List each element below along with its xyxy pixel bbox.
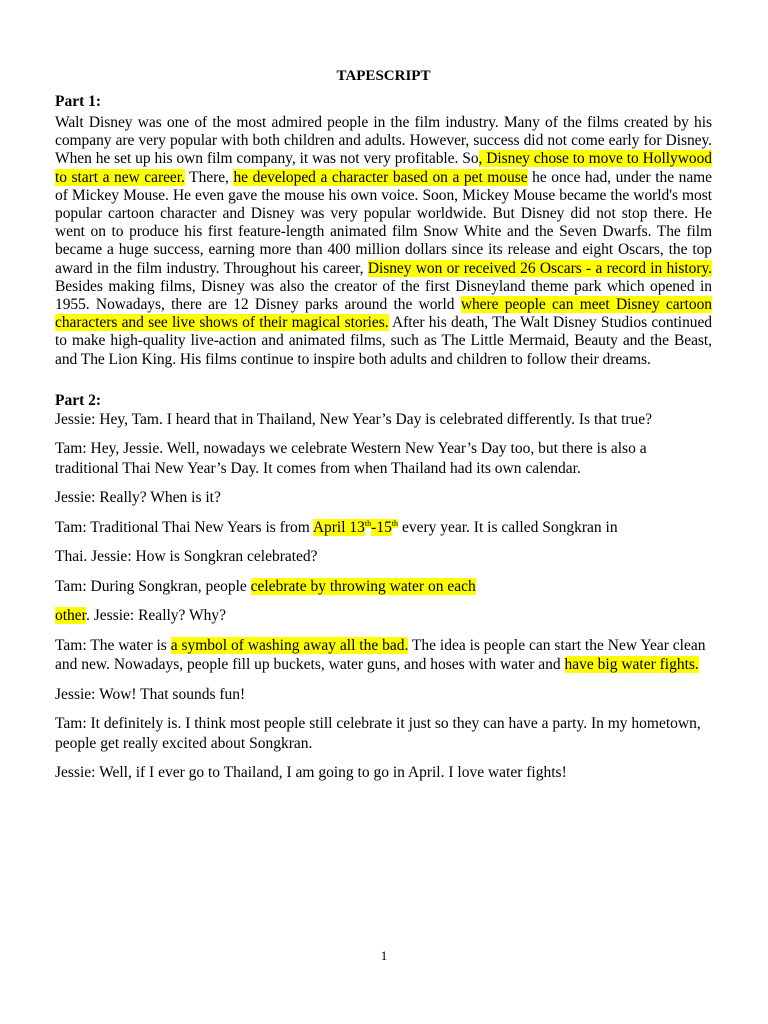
text-segment: Walt Disney was one of the most admired people in the film industry. Many of the films created by his company are very popular with both children and adults. However, success did not come early for Disney. When he set up his own film company, it was not very profitable. So xyxy=(55,114,712,168)
text-segment: After his death, The Walt Disney Studios continued to make high-quality live-action and animated films, such as The Little Mermaid, Beauty and the Beast, and The Lion King. His films continue to inspire both adults and children to follow their dreams. xyxy=(55,314,712,368)
document-title: TAPESCRIPT xyxy=(336,68,431,84)
text-segment: every year. It is called Songkran in xyxy=(398,518,618,536)
dialogue-line xyxy=(55,577,712,597)
text-segment: There, xyxy=(184,168,234,186)
text-segment: Jessie: Wow! That sounds fun! xyxy=(55,685,246,703)
dialogue-line xyxy=(55,488,712,508)
text-segment: Tam: It definitely is. I think most people still celebrate it just so they can have a party. In my hometown, people get really excited about Songkran. xyxy=(55,715,701,752)
text-segment: Jessie: Well, if I ever go to Thailand, I am going to go in April. I love water fights! xyxy=(55,764,567,782)
highlighted-text: th xyxy=(364,518,372,528)
highlighted-text: April 13 xyxy=(312,518,365,536)
text-segment: Tam: Traditional Thai New Years is from xyxy=(55,518,313,536)
part2-heading: Part 2: xyxy=(55,391,102,409)
highlighted-text: where people can meet Disney cartoon characters and see live shows of their magical stories. xyxy=(55,296,712,332)
highlighted-text: a symbol of washing away all the bad. xyxy=(170,636,409,654)
text-segment: he once had, under the name of Mickey Mouse. He even gave the mouse his own voice. Soon, Mickey Mouse became the world's most popular cartoon character and Disney was very popular worldwide. But Disney did not stop there. He went on to produce his first feature-length animated film Snow White and the Seven Dwarfs. The film became a huge success, earning more than 400 million dollars since its release and eight Oscars, the top award in the film industry. Throughout his career, xyxy=(55,168,712,277)
dialogue-line xyxy=(55,606,712,626)
dialogue-line xyxy=(55,636,712,675)
part1-heading: Part 1: xyxy=(55,93,102,110)
highlighted-text: he developed a character based on a pet mouse xyxy=(233,168,528,186)
text-segment: Tam: The water is xyxy=(55,636,171,654)
dialogue-line xyxy=(55,763,712,783)
highlighted-text: celebrate by throwing water on each xyxy=(250,577,476,595)
highlighted-text: have big water fights. xyxy=(564,656,699,674)
dialogue-line xyxy=(55,410,712,430)
dialogue-line xyxy=(55,714,712,753)
highlighted-text: , Disney chose to move to Hollywood to start a new career. xyxy=(55,150,712,186)
part2-dialogue xyxy=(55,410,712,783)
text-segment: Tam: Hey, Jessie. Well, nowadays we celebrate Western New Year’s Day too, but there is also a traditional Thai New Year’s Day. It comes from when Thailand had its own calendar. xyxy=(55,440,647,477)
dialogue-line xyxy=(55,518,712,538)
text-segment: Tam: During Songkran, people xyxy=(55,577,251,595)
highlighted-text: other xyxy=(55,607,86,625)
text-segment: Jessie: Really? When is it? xyxy=(55,489,221,507)
dialogue-line xyxy=(55,439,712,478)
highlighted-text: -15 xyxy=(371,518,392,536)
part1-paragraph xyxy=(55,114,712,369)
text-segment: . Jessie: Really? Why? xyxy=(86,607,227,625)
text-segment: The idea is people can start the New Year clean and new. Nowadays, people fill up buckets, water guns, and hoses with water and xyxy=(55,636,706,674)
highlighted-text: th xyxy=(391,518,399,528)
document-page xyxy=(55,66,712,783)
highlighted-text: Disney won or received 26 Oscars - a record in history. xyxy=(367,259,713,277)
text-segment: Jessie: Hey, Tam. I heard that in Thailand, New Year’s Day is celebrated differently. Is that true? xyxy=(55,410,653,428)
page-number: 1 xyxy=(380,948,388,963)
text-segment: Besides making films, Disney was also the creator of the first Disneyland theme park which opened in 1955. Nowadays, there are 12 Disney parks around the world xyxy=(55,277,712,314)
dialogue-line xyxy=(55,547,712,567)
dialogue-line xyxy=(55,685,712,705)
text-segment: Thai. Jessie: How is Songkran celebrated? xyxy=(55,548,318,566)
